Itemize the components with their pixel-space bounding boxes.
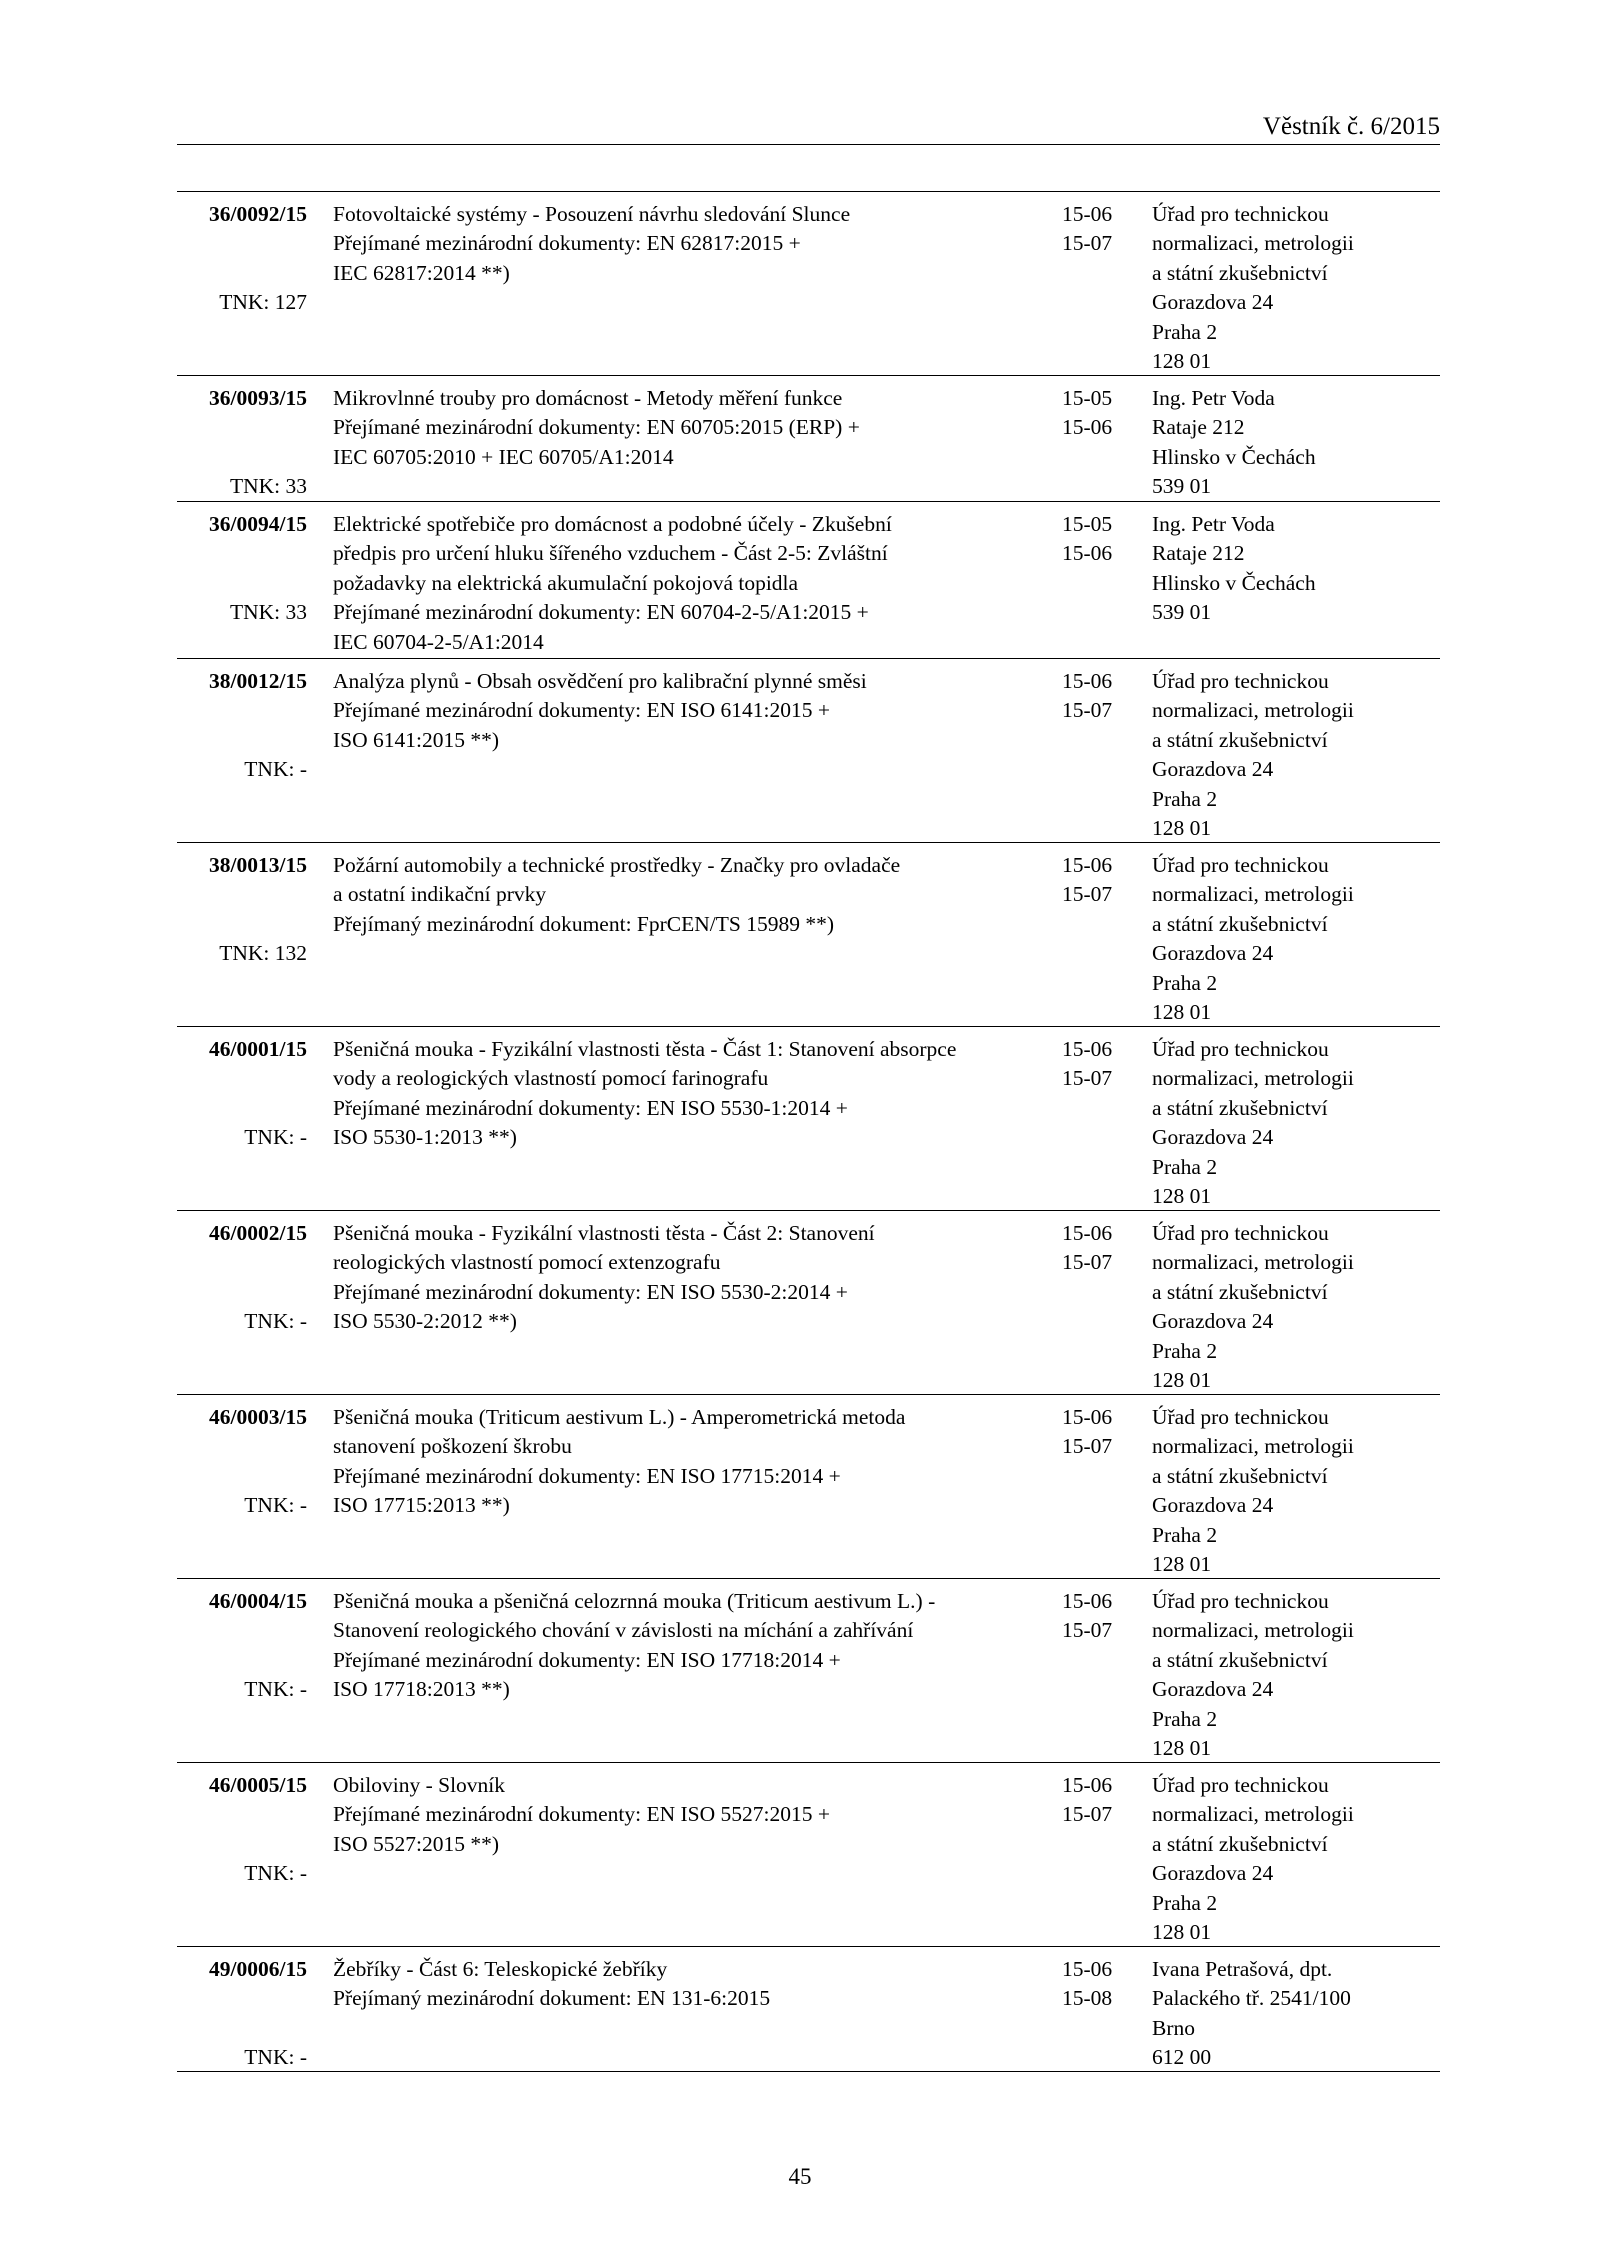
date-value: 15-07	[1062, 1802, 1113, 1827]
address-line: a státní zkušebnictví	[1152, 1647, 1328, 1672]
address-line: Praha 2	[1152, 786, 1218, 811]
table-row	[177, 1394, 1440, 1578]
address-line: Praha 2	[1152, 1890, 1218, 1915]
table-row	[177, 1210, 1440, 1394]
table-row	[177, 842, 1440, 1026]
address-line: Úřad pro technickou	[1152, 1037, 1329, 1061]
address-line: 128 01	[1152, 816, 1212, 841]
address-line: Praha 2	[1152, 1522, 1218, 1547]
record-id-cell	[177, 200, 307, 372]
date-value: 15-07	[1062, 698, 1113, 723]
address-line: a státní zkušebnictví	[1152, 260, 1328, 285]
dates-cell	[1062, 1219, 1142, 1278]
record-number: 38/0012/15	[209, 669, 307, 693]
title-line: Pšeničná mouka - Fyzikální vlastnosti těsta - Část 1: Stanovení absorpce	[333, 1037, 957, 1061]
contact-address-cell	[1152, 384, 1440, 502]
title-line: vody a reologických vlastností pomocí farinografu	[333, 1066, 769, 1091]
record-id-cell	[177, 1587, 307, 1759]
title-line: Pšeničná mouka a pšeničná celozrnná mouka (Triticum aestivum L.) -	[333, 1589, 936, 1613]
contact-address-cell	[1152, 851, 1440, 1027]
tnk-label: TNK: -	[244, 1861, 307, 1886]
table-row	[177, 1578, 1440, 1762]
address-line: 128 01	[1152, 1920, 1212, 1945]
title-line: IEC 60705:2010 + IEC 60705/A1:2014	[333, 444, 674, 469]
tnk-label: TNK: -	[244, 2045, 307, 2070]
address-line: Praha 2	[1152, 319, 1218, 344]
address-line: Gorazdova 24	[1152, 1677, 1274, 1702]
date-value: 15-06	[1062, 1037, 1113, 1061]
address-line: normalizaci, metrologii	[1152, 882, 1354, 907]
record-number: 46/0003/15	[209, 1405, 307, 1429]
title-line: Obiloviny - Slovník	[333, 1773, 506, 1797]
date-value: 15-07	[1062, 1066, 1113, 1091]
title-line: Přejímané mezinárodní dokumenty: EN 62817:2015 +	[333, 231, 801, 256]
table-row	[177, 375, 1440, 501]
address-line: Rataje 212	[1152, 541, 1245, 566]
date-value: 15-06	[1062, 853, 1113, 877]
title-line: ISO 5530-1:2013 **)	[333, 1125, 517, 1150]
date-value: 15-07	[1062, 1618, 1113, 1643]
address-line: Praha 2	[1152, 1338, 1218, 1363]
contact-address-cell	[1152, 1219, 1440, 1395]
address-line: normalizaci, metrologii	[1152, 1434, 1354, 1459]
table-row	[177, 1762, 1440, 1946]
record-id-cell	[177, 1035, 307, 1207]
tnk-label: TNK: 127	[219, 290, 307, 315]
dates-cell	[1062, 1955, 1142, 2014]
contact-address-cell	[1152, 667, 1440, 843]
address-line: Gorazdova 24	[1152, 941, 1274, 966]
address-line: 128 01	[1152, 1552, 1212, 1577]
address-line: Ing. Petr Voda	[1152, 386, 1275, 410]
record-number: 36/0092/15	[209, 202, 307, 226]
address-line: Gorazdova 24	[1152, 290, 1274, 315]
title-line: Elektrické spotřebiče pro domácnost a podobné účely - Zkušební	[333, 512, 892, 536]
address-line: 128 01	[1152, 1000, 1212, 1025]
address-line: 539 01	[1152, 600, 1212, 625]
title-line: reologických vlastností pomocí extenzografu	[333, 1250, 721, 1275]
dates-cell	[1062, 1771, 1142, 1830]
date-value: 15-05	[1062, 386, 1113, 410]
address-line: a státní zkušebnictví	[1152, 1279, 1328, 1304]
title-line: IEC 62817:2014 **)	[333, 260, 510, 285]
record-id-cell	[177, 384, 307, 498]
record-number: 46/0002/15	[209, 1221, 307, 1245]
address-line: 128 01	[1152, 1184, 1212, 1209]
title-line: ISO 5527:2015 **)	[333, 1831, 500, 1856]
address-line: 539 01	[1152, 474, 1212, 499]
title-line: ISO 6141:2015 **)	[333, 727, 500, 752]
address-line: Praha 2	[1152, 970, 1218, 995]
dates-cell	[1062, 510, 1142, 569]
record-number: 36/0094/15	[209, 512, 307, 536]
title-line: Přejímaný mezinárodní dokument: FprCEN/TS 15989 **)	[333, 911, 835, 936]
date-value: 15-06	[1062, 1405, 1113, 1429]
title-line: Přejímané mezinárodní dokumenty: EN 60704-2-5/A1:2015 +	[333, 600, 869, 625]
title-line: ISO 5530-2:2012 **)	[333, 1309, 517, 1334]
title-line: IEC 60704-2-5/A1:2014	[333, 629, 544, 654]
date-value: 15-06	[1062, 202, 1113, 226]
tnk-label: TNK: -	[244, 1309, 307, 1334]
address-line: Gorazdova 24	[1152, 1861, 1274, 1886]
contact-address-cell	[1152, 1955, 1440, 2073]
address-line: Praha 2	[1152, 1154, 1218, 1179]
dates-cell	[1062, 384, 1142, 443]
address-line: a státní zkušebnictví	[1152, 1463, 1328, 1488]
address-line: Úřad pro technickou	[1152, 853, 1329, 877]
record-number: 46/0004/15	[209, 1589, 307, 1613]
dates-cell	[1062, 1587, 1142, 1646]
title-line: předpis pro určení hluku šířeného vzduchem - Část 2-5: Zvláštní	[333, 541, 888, 566]
standards-table	[177, 191, 1440, 2072]
address-line: Rataje 212	[1152, 415, 1245, 440]
address-line: a státní zkušebnictví	[1152, 727, 1328, 752]
tnk-label: TNK: -	[244, 1493, 307, 1518]
contact-address-cell	[1152, 1771, 1440, 1947]
title-line: Mikrovlnné trouby pro domácnost - Metody měření funkce	[333, 386, 843, 410]
address-line: Brno	[1152, 2015, 1195, 2040]
dates-cell	[1062, 1035, 1142, 1094]
address-line: a státní zkušebnictví	[1152, 911, 1328, 936]
contact-address-cell	[1152, 200, 1440, 376]
record-id-cell	[177, 851, 307, 1023]
title-line: Přejímané mezinárodní dokumenty: EN ISO 6141:2015 +	[333, 698, 830, 723]
address-line: Gorazdova 24	[1152, 1125, 1274, 1150]
tnk-label: TNK: -	[244, 1677, 307, 1702]
address-line: a státní zkušebnictví	[1152, 1831, 1328, 1856]
address-line: Ivana Petrašová, dpt.	[1152, 1957, 1333, 1981]
address-line: a státní zkušebnictví	[1152, 1095, 1328, 1120]
contact-address-cell	[1152, 510, 1440, 628]
contact-address-cell	[1152, 1403, 1440, 1579]
address-line: 128 01	[1152, 1736, 1212, 1761]
dates-cell	[1062, 1403, 1142, 1462]
address-line: Ing. Petr Voda	[1152, 512, 1275, 536]
address-line: Úřad pro technickou	[1152, 1589, 1329, 1613]
table-row	[177, 1026, 1440, 1210]
address-line: Palackého tř. 2541/100	[1152, 1986, 1351, 2011]
record-id-cell	[177, 1403, 307, 1575]
title-line: Přejímaný mezinárodní dokument: EN 131-6:2015	[333, 1986, 771, 2011]
date-value: 15-06	[1062, 1589, 1113, 1613]
address-line: normalizaci, metrologii	[1152, 1066, 1354, 1091]
dates-cell	[1062, 851, 1142, 910]
contact-address-cell	[1152, 1587, 1440, 1763]
title-line: Přejímané mezinárodní dokumenty: EN ISO 5527:2015 +	[333, 1802, 830, 1827]
record-number: 46/0005/15	[209, 1773, 307, 1797]
record-number: 49/0006/15	[209, 1957, 307, 1981]
address-line: Úřad pro technickou	[1152, 1221, 1329, 1245]
title-line: Přejímané mezinárodní dokumenty: EN ISO 17718:2014 +	[333, 1647, 841, 1672]
record-id-cell	[177, 1219, 307, 1391]
address-line: Gorazdova 24	[1152, 1493, 1274, 1518]
date-value: 15-07	[1062, 231, 1113, 256]
tnk-label: TNK: -	[244, 1125, 307, 1150]
address-line: Hlinsko v Čechách	[1152, 570, 1316, 595]
date-value: 15-06	[1062, 1221, 1113, 1245]
tnk-label: TNK: -	[244, 757, 307, 782]
address-line: 128 01	[1152, 1368, 1212, 1393]
date-value: 15-06	[1062, 669, 1113, 693]
date-value: 15-07	[1062, 1434, 1113, 1459]
date-value: 15-06	[1062, 541, 1113, 566]
record-number: 38/0013/15	[209, 853, 307, 877]
address-line: Praha 2	[1152, 1706, 1218, 1731]
address-line: normalizaci, metrologii	[1152, 231, 1354, 256]
title-line: Žebříky - Část 6: Teleskopické žebříky	[333, 1957, 668, 1981]
date-value: 15-05	[1062, 512, 1113, 536]
table-row	[177, 658, 1440, 842]
title-line: stanovení poškození škrobu	[333, 1434, 572, 1459]
date-value: 15-06	[1062, 1957, 1113, 1981]
address-line: Úřad pro technickou	[1152, 1405, 1329, 1429]
table-row	[177, 191, 1440, 375]
address-line: 612 00	[1152, 2045, 1212, 2070]
address-line: normalizaci, metrologii	[1152, 698, 1354, 723]
title-line: Pšeničná mouka - Fyzikální vlastnosti těsta - Část 2: Stanovení	[333, 1221, 875, 1245]
tnk-label: TNK: 132	[219, 941, 307, 966]
record-id-cell	[177, 667, 307, 839]
title-line: Přejímané mezinárodní dokumenty: EN 60705:2015 (ERP) +	[333, 415, 860, 440]
record-id-cell	[177, 510, 307, 655]
title-line: Stanovení reologického chování v závislosti na míchání a zahřívání	[333, 1618, 914, 1643]
date-value: 15-06	[1062, 415, 1113, 440]
title-line: Přejímané mezinárodní dokumenty: EN ISO 5530-2:2014 +	[333, 1279, 848, 1304]
date-value: 15-08	[1062, 1986, 1113, 2011]
address-line: Úřad pro technickou	[1152, 202, 1329, 226]
address-line: Gorazdova 24	[1152, 757, 1274, 782]
title-line: Fotovoltaické systémy - Posouzení návrhu sledování Slunce	[333, 202, 851, 226]
address-line: normalizaci, metrologii	[1152, 1802, 1354, 1827]
title-line: a ostatní indikační prvky	[333, 882, 547, 907]
title-line: ISO 17715:2013 **)	[333, 1493, 510, 1518]
record-number: 36/0093/15	[209, 386, 307, 410]
address-line: Hlinsko v Čechách	[1152, 444, 1316, 469]
tnk-label: TNK: 33	[229, 600, 307, 625]
address-line: 128 01	[1152, 349, 1212, 374]
title-line: požadavky na elektrická akumulační pokojová topidla	[333, 570, 799, 595]
dates-cell	[1062, 667, 1142, 726]
page-header	[177, 108, 1440, 145]
date-value: 15-07	[1062, 882, 1113, 907]
title-line: Pšeničná mouka (Triticum aestivum L.) - Amperometrická metoda	[333, 1405, 906, 1429]
address-line: Úřad pro technickou	[1152, 669, 1329, 693]
table-row	[177, 1946, 1440, 2072]
table-row	[177, 501, 1440, 658]
address-line: Úřad pro technickou	[1152, 1773, 1329, 1797]
page-number: 45	[788, 2164, 812, 2189]
record-id-cell	[177, 1955, 307, 2069]
contact-address-cell	[1152, 1035, 1440, 1211]
record-number: 46/0001/15	[209, 1037, 307, 1061]
title-line: Přejímané mezinárodní dokumenty: EN ISO 17715:2014 +	[333, 1463, 841, 1488]
title-line: Požární automobily a technické prostředky - Značky pro ovladače	[333, 853, 901, 877]
date-value: 15-06	[1062, 1773, 1113, 1797]
title-line: Přejímané mezinárodní dokumenty: EN ISO 5530-1:2014 +	[333, 1095, 848, 1120]
address-line: normalizaci, metrologii	[1152, 1618, 1354, 1643]
address-line: normalizaci, metrologii	[1152, 1250, 1354, 1275]
title-line: ISO 17718:2013 **)	[333, 1677, 510, 1702]
record-id-cell	[177, 1771, 307, 1943]
tnk-label: TNK: 33	[229, 474, 307, 499]
address-line: Gorazdova 24	[1152, 1309, 1274, 1334]
title-line: Analýza plynů - Obsah osvědčení pro kalibrační plynné směsi	[333, 669, 867, 693]
date-value: 15-07	[1062, 1250, 1113, 1275]
dates-cell	[1062, 200, 1142, 259]
journal-title: Věstník č. 6/2015	[1262, 113, 1440, 140]
